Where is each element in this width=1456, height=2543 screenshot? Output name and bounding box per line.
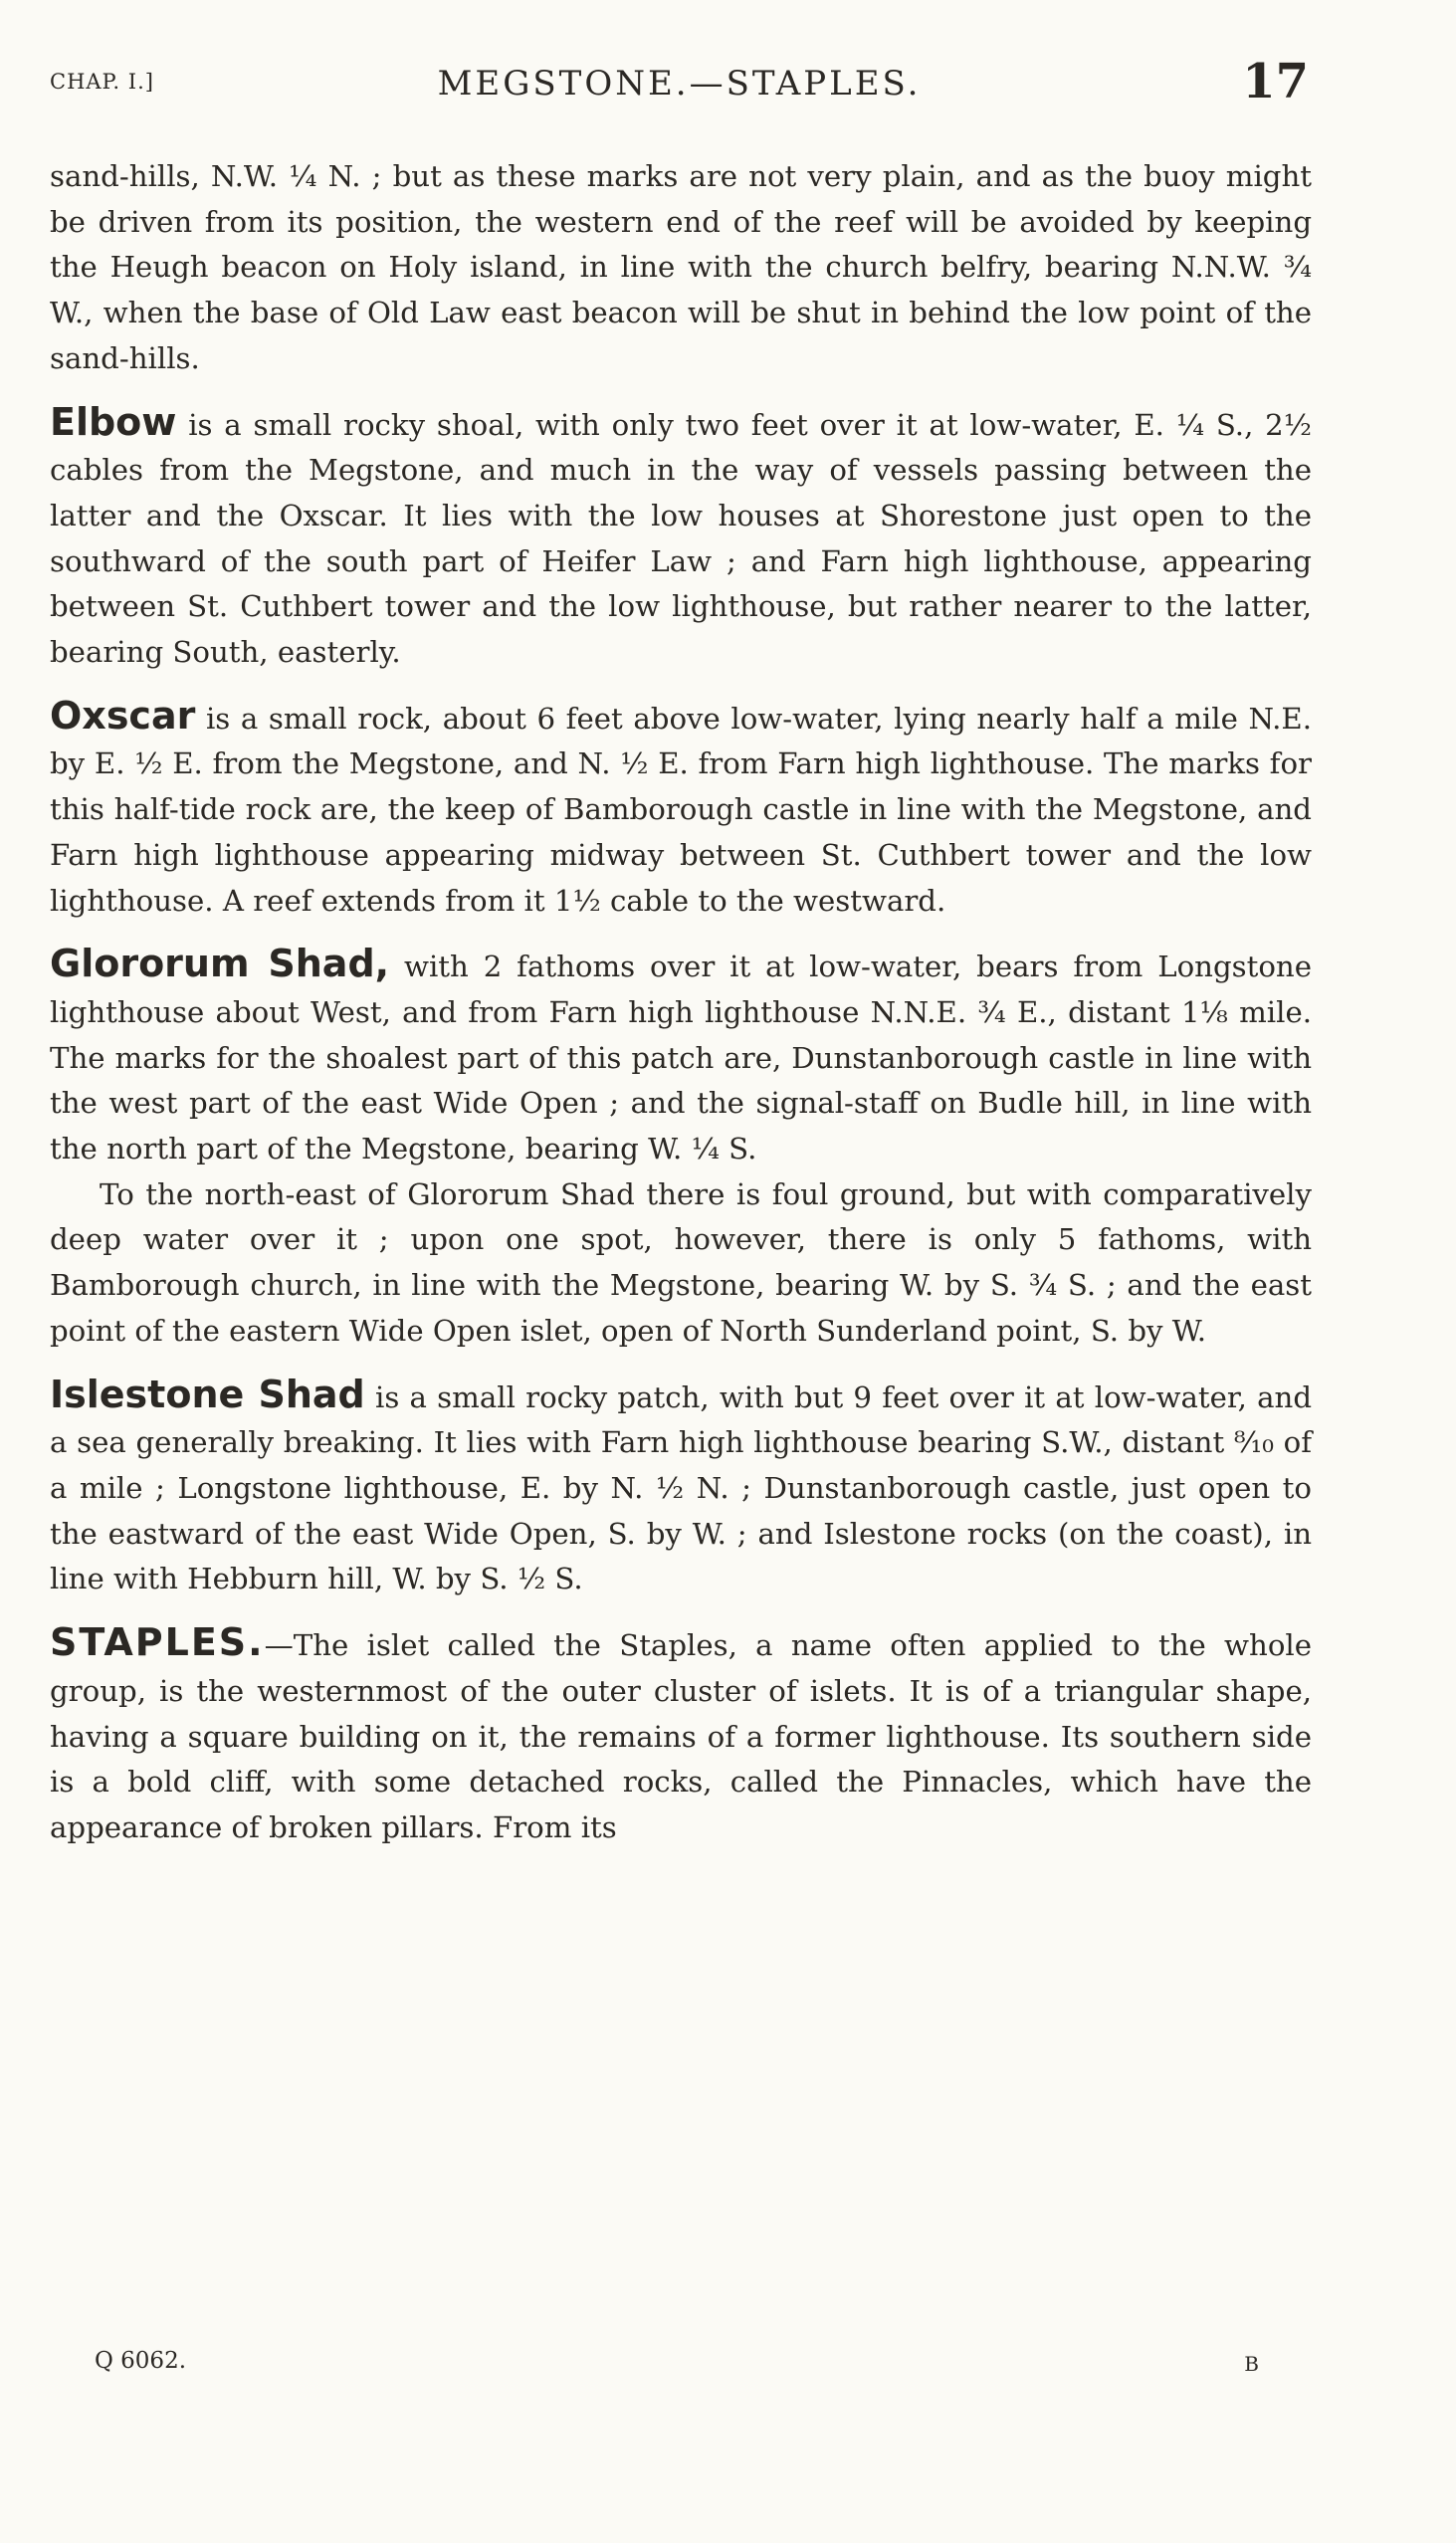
printer-signature: Q 6062.: [95, 2348, 187, 2374]
paragraph-sand-hills: [50, 154, 1312, 382]
paragraph-text: is a small rocky shoal, with only two feet over it at low-water, E. ¼ S., 2½ cables from the Megstone, and much in the way of vessels passing between the latter and the Oxscar. It lies with the low houses at Shorestone just open to the southward of the south part of Heifer Law ; and Farn high lighthouse, appearing between St. Cuthbert tower and the low lighthouse, but rather nearer to the latter, bearing South, easterly.: [50, 407, 1312, 670]
section-heading-elbow: Elbow: [50, 399, 177, 444]
paragraph-text: is a small rock, about 6 feet above low-water, lying nearly half a mile N.E. by E. ½ E. from the Megstone, and N. ½ E. from Farn high lighthouse. The marks for this half-tide rock are, the keep of Bamborough castle in line with the Megstone, and Farn high lighthouse appearing midway between St. Cuthbert tower and the low lighthouse. A reef extends from it 1½ cable to the westward.: [50, 701, 1312, 918]
paragraph-islestone-shad: [50, 1373, 1312, 1603]
paragraph-glororum-shad: [50, 942, 1312, 1172]
page-title: MEGSTONE.—STAPLES.: [437, 64, 922, 104]
paragraph-text: with 2 fathoms over it at low-water, bears from Longstone lighthouse about West, and from Farn high lighthouse N.N.E. ¾ E., distant 1⅛ mile. The marks for the shoalest part of this patch are, Dunstanborough castle in line with the west part of the east Wide Open ; and the signal-staff on Budle hill, in line with the north part of the Megstone, bearing W. ¼ S.: [50, 950, 1312, 1166]
page-body: [50, 154, 1312, 1851]
section-heading-staples: STAPLES.: [50, 1620, 265, 1665]
paragraph-north-east-glororum: [50, 1172, 1312, 1355]
chapter-label: CHAP. I.]: [50, 70, 154, 94]
section-heading-islestone-shad: Islestone Shad: [50, 1372, 365, 1416]
page-number: 17: [1242, 54, 1309, 109]
section-heading-oxscar: Oxscar: [50, 693, 196, 738]
paragraph-staples: [50, 1620, 1312, 1851]
paragraph-text: sand-hills, N.W. ¼ N. ; but as these marks are not very plain, and as the buoy might be driven from its position, the western end of the reef will be avoided by keeping the Heugh beacon on Holy island, in line with the church belfry, bearing N.N.W. ¾ W., when the base of Old Law east beacon will be shut in behind the low point of the sand-hills.: [50, 159, 1312, 375]
running-header: [50, 54, 1309, 117]
paragraph-text: is a small rocky patch, with but 9 feet over it at low-water, and a sea generally breaking. It lies with Farn high lighthouse bearing S.W., distant ⁸⁄₁₀ of a mile ; Longstone lighthouse, E. by N. ½ N. ; Dunstanborough castle, just open to the eastward of the east Wide Open, S. by W. ; and Islestone rocks (on the coast), in line with Hebburn hill, W. by S. ½ S.: [50, 1379, 1313, 1596]
paragraph-text: To the north-east of Glororum Shad there is foul ground, but with comparatively deep water over it ; upon one spot, however, there is only 5 fathoms, with Bamborough church, in line with the Megstone, bearing W. by S. ¾ S. ; and the east point of the eastern Wide Open islet, open of North Sunderland point, S. by W.: [50, 1176, 1312, 1348]
paragraph-elbow: [50, 400, 1312, 676]
paragraph-text: —The islet called the Staples, a name often applied to the whole group, is the westernmost of the outer cluster of islets. It is of a triangular shape, having a square building on it, the remains of a former lighthouse. Its southern side is a bold cliff, with some detached rocks, called the Pinnacles, which have the appearance of broken pillars. From its: [50, 1628, 1312, 1844]
paragraph-oxscar: [50, 694, 1312, 925]
sheet-letter: B: [1244, 2352, 1259, 2376]
section-heading-glororum-shad: Glororum Shad,: [50, 942, 390, 986]
